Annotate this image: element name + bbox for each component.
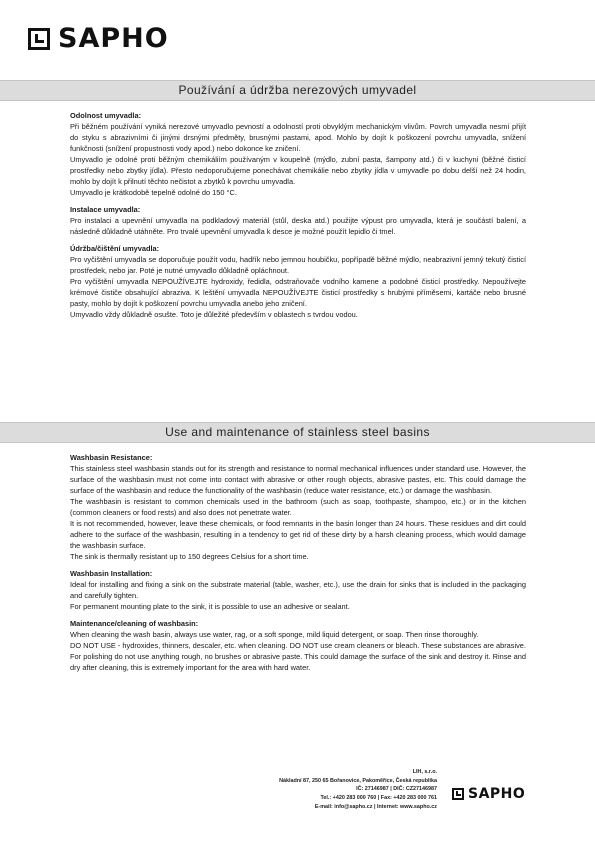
en-resistance-heading: Washbasin Resistance: bbox=[70, 453, 153, 462]
en-maintenance-paragraph: DO NOT USE - hydroxides, thinners, descaler, etc. when cleaning. DO NOT use cream cleaners or bleach. These substances are abrasive. bbox=[70, 641, 526, 650]
en-resistance-paragraph: The washbasin is resistant to common chemicals used in the bathroom (such as soap, toothpaste, shampoo, etc.) or in the kitchen (common cleaners or food rests) and also does not penetrate water. bbox=[70, 497, 526, 517]
en-section-title: Use and maintenance of stainless steel basins bbox=[0, 422, 595, 443]
footer-logo-text: SAPHO bbox=[468, 786, 526, 802]
en-content bbox=[70, 452, 526, 673]
cz-maintenance-heading: Údržba/čištění umyvadla: bbox=[70, 244, 160, 253]
company-name: LIH, s.r.o. bbox=[412, 769, 437, 775]
cz-installation-heading: Instalace umyvadla: bbox=[70, 205, 141, 214]
en-installation-paragraph: Ideal for installing and fixing a sink on the substrate material (table, washer, etc.), use the drain for sinks that is included in the packaging and carefully tighten. bbox=[70, 580, 526, 600]
cz-maintenance-paragraph: Pro vyčištění umyvadla se doporučuje použít vodu, hadřík nebo jemnou houbičku, popřípadě běžné mýdlo, neabrazivní jemný tekutý čisticí prostředek, nebo jar. Poté je nutné umyvadlo důkladně opláchnout. bbox=[70, 255, 526, 275]
company-ids: IČ: 27146987 | DIČ: CZ27146987 bbox=[356, 786, 437, 793]
cz-section-title: Používání a údržba nerezových umyvadel bbox=[0, 80, 595, 101]
cz-maintenance-paragraph: Pro vyčištění umyvadla NEPOUŽÍVEJTE hydroxidy, ředidla, odstraňovače vodního kamene a podobné čisticí prostředky. Nepoužívejte krémové čističe obsahující abraziva. K leštění umyvadla NEPOUŽÍVEJTE čisticí prostředky s hrubými příměsemi, kartáče nebo brusné pasty, mohlo by dojít k poškození povrchu umyvadla anebo jeho zničení. bbox=[70, 277, 526, 308]
en-maintenance-paragraph: When cleaning the wash basin, always use water, rag, or a soft sponge, mild liquid detergent, or soap. Then rinse thoroughly. bbox=[70, 630, 479, 639]
en-resistance-paragraph: This stainless steel washbasin stands out for its strength and resistance to normal mechanical influences under standard use. However, the surface of the washbasin must not come into contact with abrasive or other rough objects, abrasive pastes, etc. This could damage the surface of the washbasin and reduce the functionality of the washbasin (reduce water resistance, etc.) or damage the washbasin. bbox=[70, 464, 526, 495]
company-email-web: E-mail: info@sapho.cz | Internet: www.sapho.cz bbox=[314, 803, 437, 810]
cz-content bbox=[70, 110, 526, 320]
cz-installation-paragraph: Pro instalaci a upevnění umyvadla na podkladový materiál (stůl, deska atd.) použijte výpust pro umyvadla, která je součástí balení, a následně důkladně utáhněte. Pro trvalé upevnění umyvadla k desce je možné použít lepidlo či tmel. bbox=[70, 216, 526, 236]
en-installation-heading: Washbasin Installation: bbox=[70, 569, 153, 578]
sapho-logo-text: SAPHO bbox=[58, 23, 169, 54]
en-resistance-paragraph: The sink is thermally resistant up to 150 degrees Celsius for a short time. bbox=[70, 552, 309, 561]
en-maintenance-heading: Maintenance/cleaning of washbasin: bbox=[70, 619, 199, 628]
footer-sapho-logo bbox=[452, 788, 525, 800]
footer-logo-mark-icon bbox=[452, 788, 464, 800]
cz-resistance-paragraph: Umyvadlo je krátkodobě tepelně odolné do 150 °C. bbox=[70, 188, 237, 197]
en-resistance-paragraph: It is not recommended, however, leave these chemicals, or food remnants in the basin longer than 24 hours. These residues and dirt could adhere to the surface of the washbasin, resulting in a tendency to get rid of these dirty by a harsh cleaning process, which would damage the washbasin surface. bbox=[70, 519, 526, 550]
cz-resistance-heading: Odolnost umyvadla: bbox=[70, 111, 142, 120]
sapho-logo bbox=[28, 23, 169, 54]
en-maintenance-paragraph: For polishing do not use anything rough, no brushes or abrasive paste. This could damage the surface of the sink and destroy it. Rinse and dry after cleaning, this is extremely important for the area with hard water. bbox=[70, 652, 526, 672]
sapho-logo-mark-icon bbox=[28, 28, 50, 50]
company-phone: Tel.: +420 283 000 760 | Fax: +420 283 000 761 bbox=[320, 795, 437, 802]
en-installation-paragraph: For permanent mounting plate to the sink, it is possible to use an adhesive or sealant. bbox=[70, 602, 350, 611]
cz-resistance-paragraph: Umyvadlo je odolné proti běžným chemikáliím používaným v koupelně (mýdlo, zubní pasta, šampony atd.) či v kuchyni (běžné čisticí prostředky nebo zbytky jídla). Přesto nedoporučujeme ponechávat chemikálie nebo zbytky jídla v umyvadle po dobu delší než 24 hodin, mohlo by dojít k přilnutí těchto nečistot a zbytků k povrchu umyvadla. bbox=[70, 155, 526, 186]
company-address: Nákladní 87, 250 65 Bořanovice, Pakoměřice, Česká republika bbox=[279, 777, 437, 784]
cz-maintenance-paragraph: Umyvadlo vždy důkladně osušte. Toto je důležité především v oblastech s tvrdou vodou. bbox=[70, 310, 358, 319]
company-contact-block bbox=[279, 768, 437, 812]
cz-resistance-paragraph: Při běžném používání vyniká nerezové umyvadlo pevností a odolností proti obvyklým mechanickým vlivům. Povrch umyvadla nesmí přijít do styku s abrazivními či jinými drsnými předměty, brusnými pastami, apod. Mohlo by dojít k poškození povrchu umyvadla, snížení funkčnosti (snížení propustnosti vody apod.) nebo dokonce ke zničení. bbox=[70, 122, 526, 153]
